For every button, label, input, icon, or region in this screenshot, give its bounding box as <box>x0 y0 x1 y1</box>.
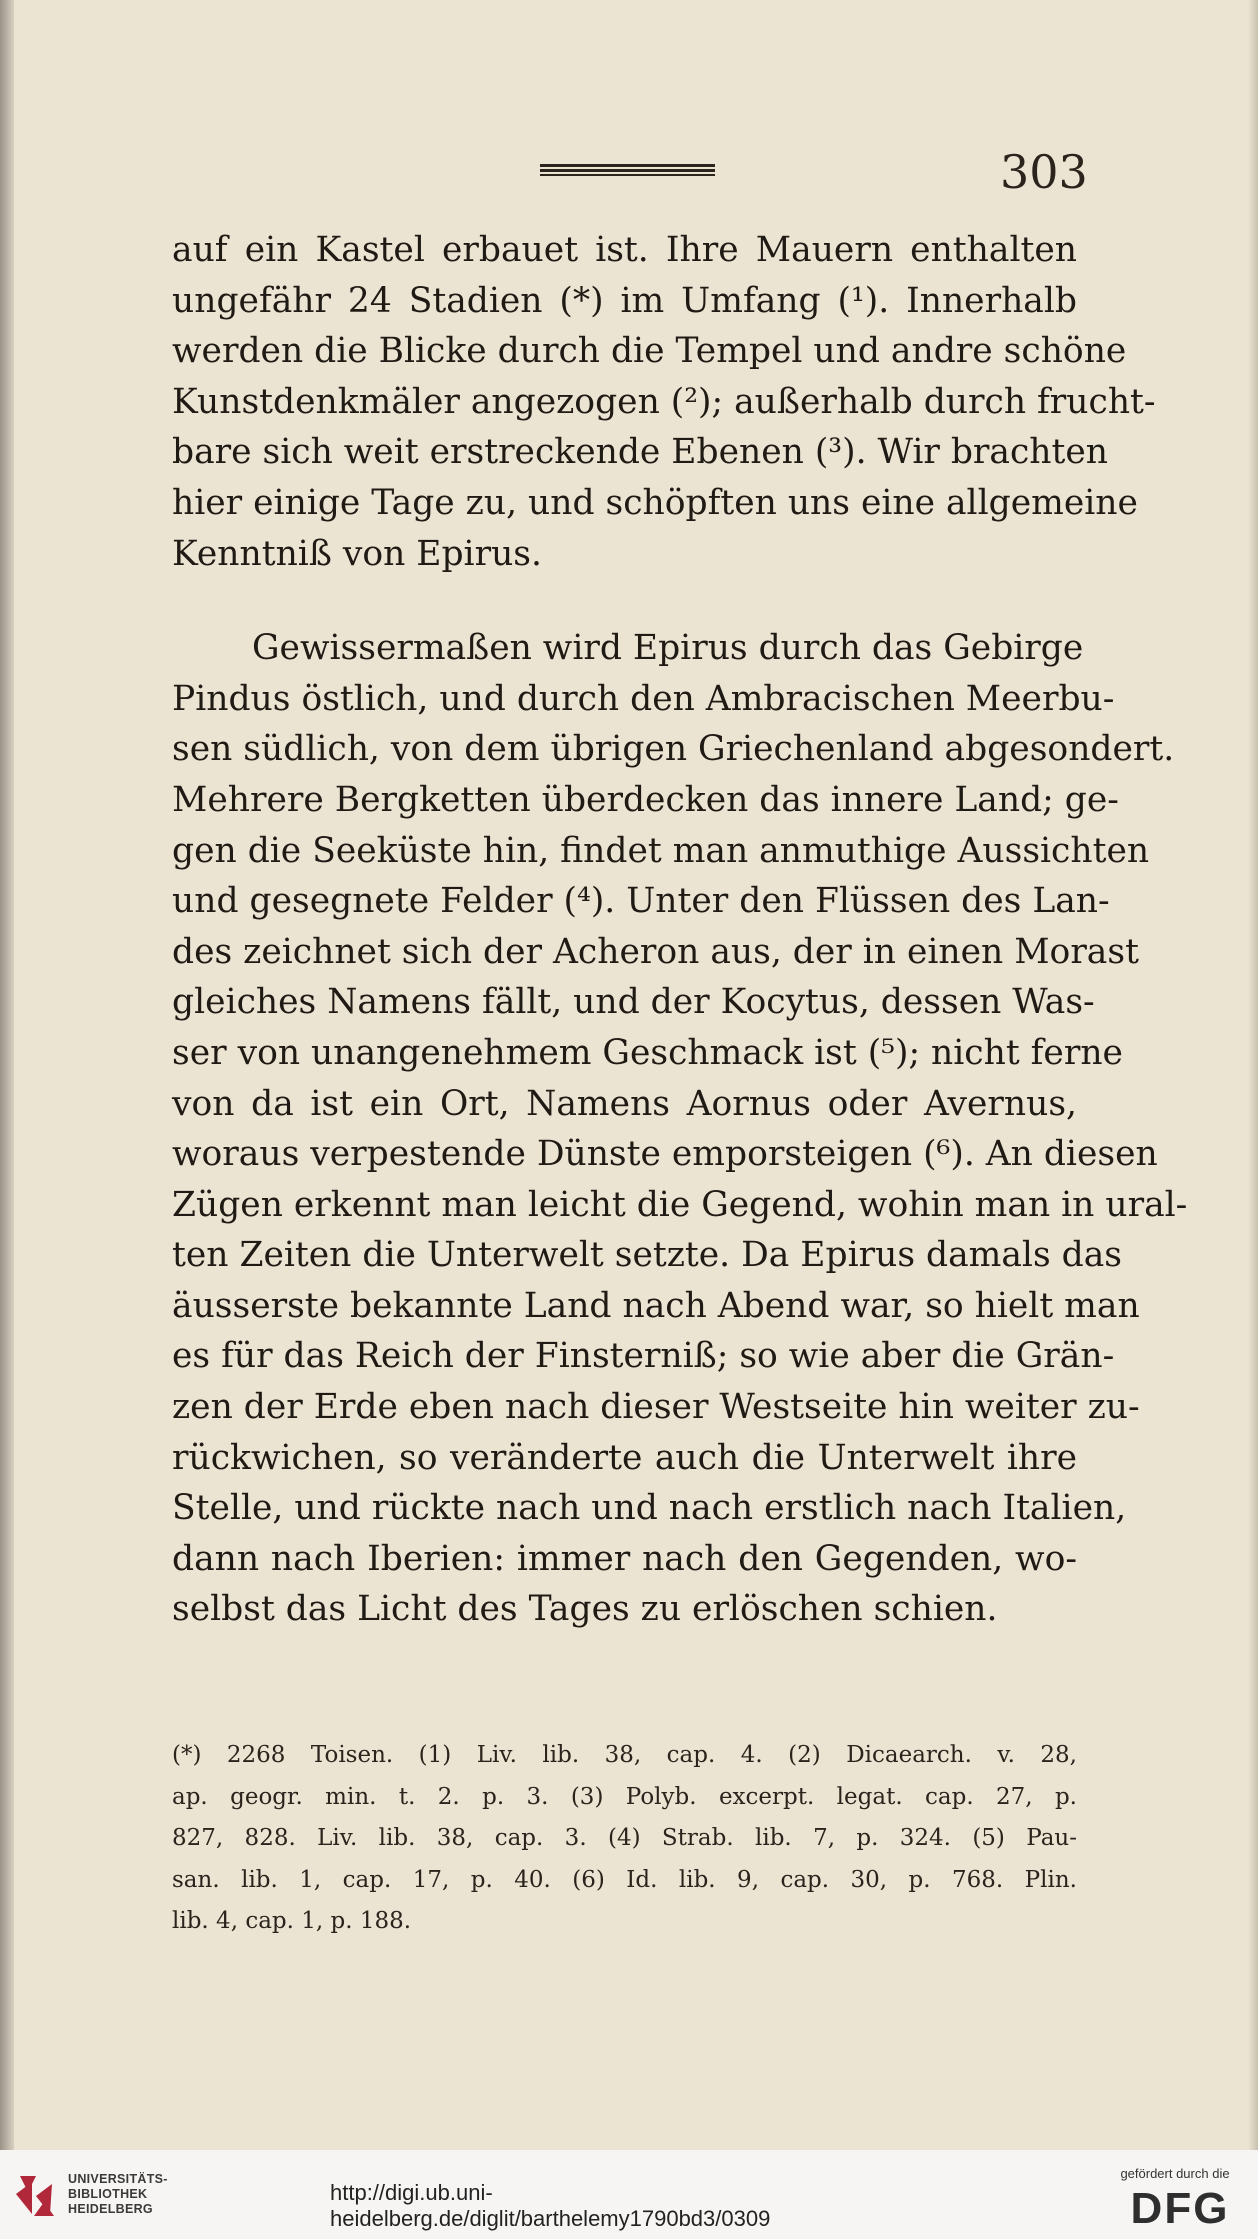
body-line: Gewissermaßen wird Epirus durch das Gebirge <box>252 628 1084 669</box>
body-line: gleiches Namens fällt, und der Kocytus, dessen Was- <box>172 982 1095 1023</box>
heidelberg-library-logo-icon <box>14 2172 56 2218</box>
body-line: rückwichen, so veränderte auch die Unterwelt ihre <box>172 1437 1077 1478</box>
body-line: Mehrere Bergketten überdecken das innere Land; ge- <box>172 779 1119 820</box>
body-line: ser von unangenehmem Geschmack ist (⁵); nicht ferne <box>172 1032 1123 1073</box>
body-line: und gesegnete Felder (⁴). Unter den Flüssen des Lan- <box>172 881 1110 922</box>
library-name-line: HEIDELBERG <box>68 2202 153 2216</box>
body-line: dann nach Iberien: immer nach den Gegenden, wo- <box>172 1538 1077 1579</box>
body-line: woraus verpestende Dünste emporsteigen (⁶). An diesen <box>172 1134 1158 1175</box>
body-line: werden die Blicke durch die Tempel und andre schöne <box>172 331 1127 372</box>
page-number: 303 <box>1000 145 1088 199</box>
footnote-line: san. lib. 1, cap. 17, p. 40. (6) Id. lib. 9, cap. 30, p. 768. Plin. <box>172 1866 1077 1893</box>
body-text <box>172 225 1188 1635</box>
footnote-line: lib. 4, cap. 1, p. 188. <box>172 1908 412 1934</box>
library-name-line: UNIVERSITÄTS- <box>68 2172 168 2186</box>
body-line: Zügen erkennt man leicht die Gegend, wohin man in ural- <box>172 1184 1188 1225</box>
page-binding-edge <box>0 0 14 2150</box>
dfg-logo: DFG <box>1130 2184 1230 2233</box>
viewer-footer <box>0 2150 1258 2239</box>
body-line: bare sich weit erstreckende Ebenen (³). Wir brachten <box>172 432 1109 473</box>
body-line: Kunstdenkmäler angezogen (²); außerhalb durch frucht- <box>172 381 1156 422</box>
footnote-line: ap. geogr. min. t. 2. p. 3. (3) Polyb. excerpt. legat. cap. 27, p. <box>172 1783 1077 1810</box>
body-line: auf ein Kastel erbauet ist. Ihre Mauern enthalten <box>172 230 1077 270</box>
header-rule <box>540 164 715 176</box>
body-line: des zeichnet sich der Acheron aus, der in einen Morast <box>172 931 1139 972</box>
body-line: Pindus östlich, und durch den Ambracischen Meerbu- <box>172 678 1115 719</box>
body-line: ungefähr 24 Stadien (*) im Umfang (¹). Innerhalb <box>172 280 1077 321</box>
body-line: es für das Reich der Finsterniß; so wie aber die Grän- <box>172 1336 1115 1377</box>
body-line: hier einige Tage zu, und schöpften uns eine allgemeine <box>172 482 1138 523</box>
funding-caption: gefördert durch die <box>1120 2166 1230 2181</box>
footnotes <box>172 1735 1077 1943</box>
permalink-url[interactable]: http://digi.ub.uni-heidelberg.de/diglit/barthelemy1790bd3/0309 <box>330 2180 771 2231</box>
body-line: selbst das Licht des Tages zu erlöschen schien. <box>172 1589 998 1630</box>
paragraph-gap <box>172 579 1077 623</box>
body-line: gen die Seeküste hin, findet man anmuthige Aussichten <box>172 830 1150 871</box>
footnote-line: (*) 2268 Toisen. (1) Liv. lib. 38, cap. 4. (2) Dicaearch. v. 28, <box>172 1742 1077 1768</box>
body-line: Stelle, und rückte nach und nach erstlich nach Italien, <box>172 1488 1127 1529</box>
body-line: zen der Erde eben nach dieser Westseite hin weiter zu- <box>172 1387 1140 1428</box>
footnote-line: 827, 828. Liv. lib. 38, cap. 3. (4) Strab. lib. 7, p. 324. (5) Pau- <box>172 1825 1077 1851</box>
body-line: Kenntniß von Epirus. <box>172 533 542 574</box>
library-name <box>68 2172 168 2217</box>
body-line: sen südlich, von dem übrigen Griechenland abgesondert. <box>172 729 1175 770</box>
body-line: von da ist ein Ort, Namens Aornus oder Avernus, <box>172 1083 1077 1124</box>
body-line: äusserste bekannte Land nach Abend war, so hielt man <box>172 1285 1140 1326</box>
page-edge-shade <box>1248 0 1258 2150</box>
body-line: ten Zeiten die Unterwelt setzte. Da Epirus damals das <box>172 1235 1122 1276</box>
library-name-line: BIBLIOTHEK <box>68 2187 148 2201</box>
